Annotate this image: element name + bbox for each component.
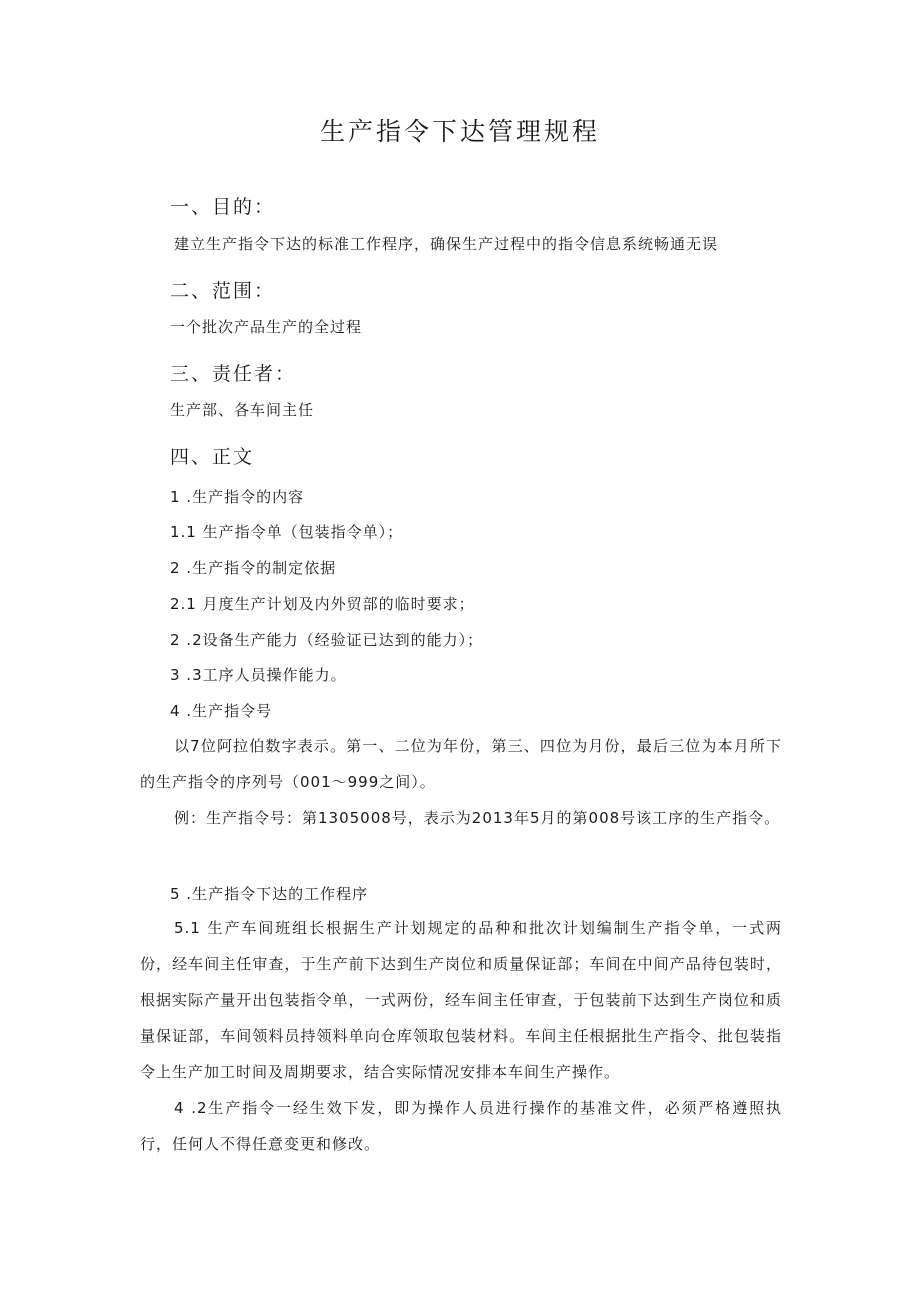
section-text-scope: 一个批次产品生产的全过程	[170, 318, 363, 336]
paragraph-numbering: 以7位阿拉伯数字表示。第一、二位为年份，第三、四位为月份，最后三位为本月所下的生产指令的序列号（001～999之间）。	[140, 737, 782, 791]
item-2-2: 2 .2设备生产能力（经验证已达到的能力）；	[170, 631, 484, 649]
paragraph-example: 例：生产指令号：第1305008号，表示为2013年5月的第008号该工序的生产指令。	[174, 809, 781, 827]
section-heading-body: 四、正文	[170, 446, 255, 468]
section-heading-scope: 二、范围：	[170, 280, 276, 302]
section-text-responsible: 生产部、各车间主任	[170, 401, 315, 419]
section-heading-responsible: 三、责任者：	[170, 363, 297, 385]
item-1: 1 .生产指令的内容	[170, 488, 305, 506]
item-5: 5 .生产指令下达的工作程序	[170, 885, 369, 903]
section-heading-purpose: 一、目的：	[170, 196, 276, 218]
document-title: 生产指令下达管理规程	[319, 117, 600, 146]
paragraph-4-2: 4 .2生产指令一经生效下发，即为操作人员进行操作的基准文件，必须严格遵照执行，任何人不得任意变更和修改。	[140, 1099, 782, 1153]
paragraph-5-1: 5.1 生产车间班组长根据生产计划规定的品种和批次计划编制生产指令单，一式两份，经车间主任审查，于生产前下达到生产岗位和质量保证部；车间在中间产品待包装时，根据实际产量开出包装指令单，一式两份，经车间主任审查，于包装前下达到生产岗位和质量保证部，车间领料员持领料单向仓库领取包装材料。车间主任根据批生产指令、批包装指令上生产加工时间及周期要求，结合实际情况安排本车间生产操作。	[140, 919, 782, 1081]
item-2-1: 2.1 月度生产计划及内外贸部的临时要求；	[170, 595, 475, 613]
item-4: 4 .生产指令号	[170, 702, 273, 720]
item-2: 2 .生产指令的制定依据	[170, 559, 337, 577]
section-text-purpose: 建立生产指令下达的标准工作程序，确保生产过程中的指令信息系统畅通无误	[174, 235, 719, 253]
item-1-1: 1.1 生产指令单（包装指令单）；	[170, 523, 404, 541]
item-3-3: 3 .3工序人员操作能力。	[170, 666, 347, 684]
